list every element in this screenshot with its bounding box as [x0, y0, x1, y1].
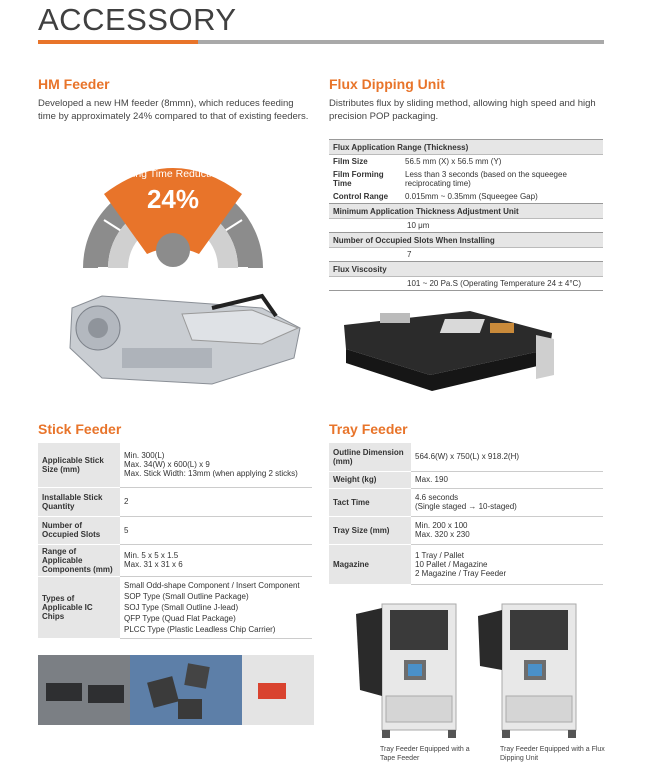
stick-spec-table [38, 443, 312, 639]
flux-unit-photo [340, 305, 560, 395]
hm-feeder-title: HM Feeder [38, 76, 110, 92]
gauge-hub [156, 233, 190, 267]
stick-row: Range of Applicable Components (mm) Min. 5 x 5 x 1.5 Max. 31 x 31 x 6 [38, 544, 312, 576]
tray-row: Weight (kg) Max. 190 [329, 471, 603, 488]
stick-row: Number of Occupied Slots 5 [38, 516, 312, 544]
stick-row: Types of Applicable IC Chips Small Odd-shape Component / Insert Component SOP Type (Small Outline Package) SOJ Type (Small Outline J-lead) QFP Type (Quad Flat Package) PLCC Type (Plastic Leadless Chip Carrier) [38, 576, 312, 638]
title-underline-gray [198, 40, 604, 44]
flux-row: Film Forming Time Less than 3 seconds (based on the squeegee reciprocating time) [333, 170, 567, 188]
flux-viscosity-value: 101 ~ 20 Pa.S (Operating Temperature 24 ± 4°C) [329, 277, 603, 291]
tray-row: Tray Size (mm) Min. 200 x 100 Max. 320 x 230 [329, 516, 603, 544]
tray-row: Magazine 1 Tray / Pallet 10 Pallet / Magazine 2 Magazine / Tray Feeder [329, 544, 603, 584]
title-underline-accent [38, 40, 198, 44]
stick-feeder-title: Stick Feeder [38, 421, 122, 437]
page-title: ACCESSORY [38, 2, 237, 37]
tray-spec-table [329, 443, 603, 585]
ic-chips-photo [38, 655, 314, 725]
flux-row: Control Range 0.015mm ~ 0.35mm (Squeegee Gap) [333, 192, 538, 201]
hm-feeder-description: Developed a new HM feeder (8mmn), which reduces feeding time by approximately 24% compared to that of existing feeders. [38, 98, 309, 122]
tray-feeder-tape-photo [352, 600, 462, 740]
stick-row: Installable Stick Quantity 2 [38, 487, 312, 516]
tray-row: Tact Time 4.6 seconds (Single staged → 10-staged) [329, 488, 603, 516]
tray-caption-tape: Tray Feeder Equipped with a Tape Feeder [380, 746, 470, 762]
flux-row: Film Size 56.5 mm (X) x 56.5 mm (Y) [333, 157, 502, 166]
hm-feeder-photo [62, 288, 302, 393]
flux-spec-table [329, 139, 603, 291]
flux-slots-header: Number of Occupied Slots When Installing [329, 233, 603, 248]
tray-caption-flux: Tray Feeder Equipped with a Flux Dipping Unit [500, 746, 605, 762]
tray-row: Outline Dimension (mm) 564.6(W) x 750(L) x 918.2(H) [329, 443, 603, 471]
flux-slots-value: 7 [407, 250, 412, 259]
gauge-value: 24% [146, 184, 200, 214]
gauge-label: Feeding Time Reduction by [109, 168, 237, 180]
flux-viscosity-header: Flux Viscosity [329, 262, 603, 277]
flux-min-thickness-header: Minimum Application Thickness Adjustment Unit [329, 204, 603, 219]
tray-feeder-flux-photo [476, 600, 586, 740]
feeding-time-gauge [78, 150, 268, 268]
tray-feeder-title: Tray Feeder [329, 421, 408, 437]
flux-range-header: Flux Application Range (Thickness) [329, 140, 603, 155]
flux-description: Distributes flux by sliding method, allowing high speed and high precision POP packaging. [329, 98, 596, 122]
flux-title: Flux Dipping Unit [329, 76, 445, 92]
stick-row: Applicable Stick Size (mm) Min. 300(L) Max. 34(W) x 600(L) x 9 Max. Stick Width: 13mm (when applying 2 sticks) [38, 443, 312, 487]
flux-min-thickness-value: 10 μm [407, 221, 430, 230]
